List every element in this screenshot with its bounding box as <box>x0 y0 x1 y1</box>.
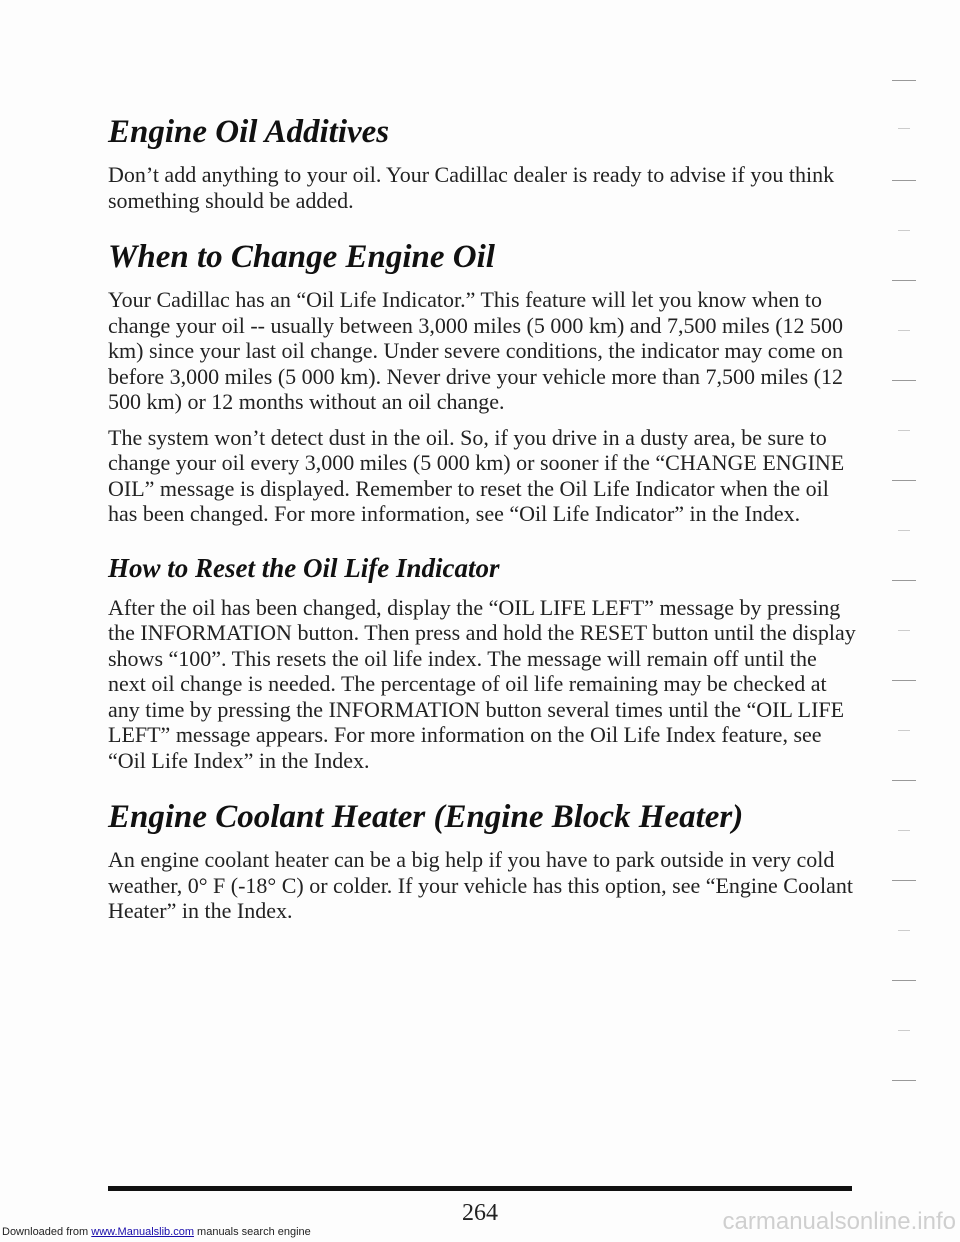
paragraph-dusty-conditions: The system won’t detect dust in the oil. So, if you drive in a dusty area, be sure to change your oil every 3,000 miles (5 000 km) or sooner if the “CHANGE ENGINE OIL” message is displayed. Remember to reset the Oil Life Indicator when the oil has been changed. For more information, see “Oil Life Indicator” in the Index. <box>108 424 845 526</box>
footer-rule <box>108 1186 852 1191</box>
page-edge-marks <box>892 80 932 1160</box>
page-number: 264 <box>462 1200 498 1226</box>
download-footer <box>2 1226 311 1238</box>
heading-engine-coolant-heater: Engine Coolant Heater (Engine Block Heater) <box>108 799 744 835</box>
heading-reset-oil-life: How to Reset the Oil Life Indicator <box>108 552 500 583</box>
manualslib-link[interactable]: www.Manualslib.com <box>91 1226 194 1238</box>
paragraph-reset-procedure: After the oil has been changed, display the “OIL LIFE LEFT” message by pressing the INFORMATION button. Then press and hold the RESET button until the display shows “100”. This resets the oil life index. The message will remain off until the next oil change is needed. The percentage of oil life remaining may be checked at any time by pressing the INFORMATION button several times until the “OIL LIFE LEFT” message appears. For more information on the Oil Life Index feature, see “Oil Life Index” in the Index. <box>108 594 856 773</box>
watermark: carmanualsonline.info <box>722 1208 956 1235</box>
paragraph-coolant-heater: An engine coolant heater can be a big help if you have to park outside in very cold weather, 0° F (-18° C) or colder. If your vehicle has this option, see “Engine Coolant Heater” in the Index. <box>108 847 853 923</box>
footer-suffix: manuals search engine <box>193 1226 311 1238</box>
paragraph-oil-life-indicator: Your Cadillac has an “Oil Life Indicator.” This feature will let you know when to change your oil -- usually between 3,000 miles (5 000 km) and 7,500 miles (12 500 km) since your last oil change. Under severe conditions, the indicator may come on before 3,000 miles (5 000 km). Never drive your vehicle more than 7,500 miles (12 500 km) or 12 months without an oil change. <box>108 287 844 414</box>
paragraph-additives: Don’t add anything to your oil. Your Cadillac dealer is ready to advise if you think something should be added. <box>108 162 835 213</box>
heading-when-to-change-oil: When to Change Engine Oil <box>108 239 495 275</box>
footer-prefix: Downloaded from <box>2 1226 92 1238</box>
page-content <box>108 112 860 934</box>
heading-engine-oil-additives: Engine Oil Additives <box>108 114 390 150</box>
